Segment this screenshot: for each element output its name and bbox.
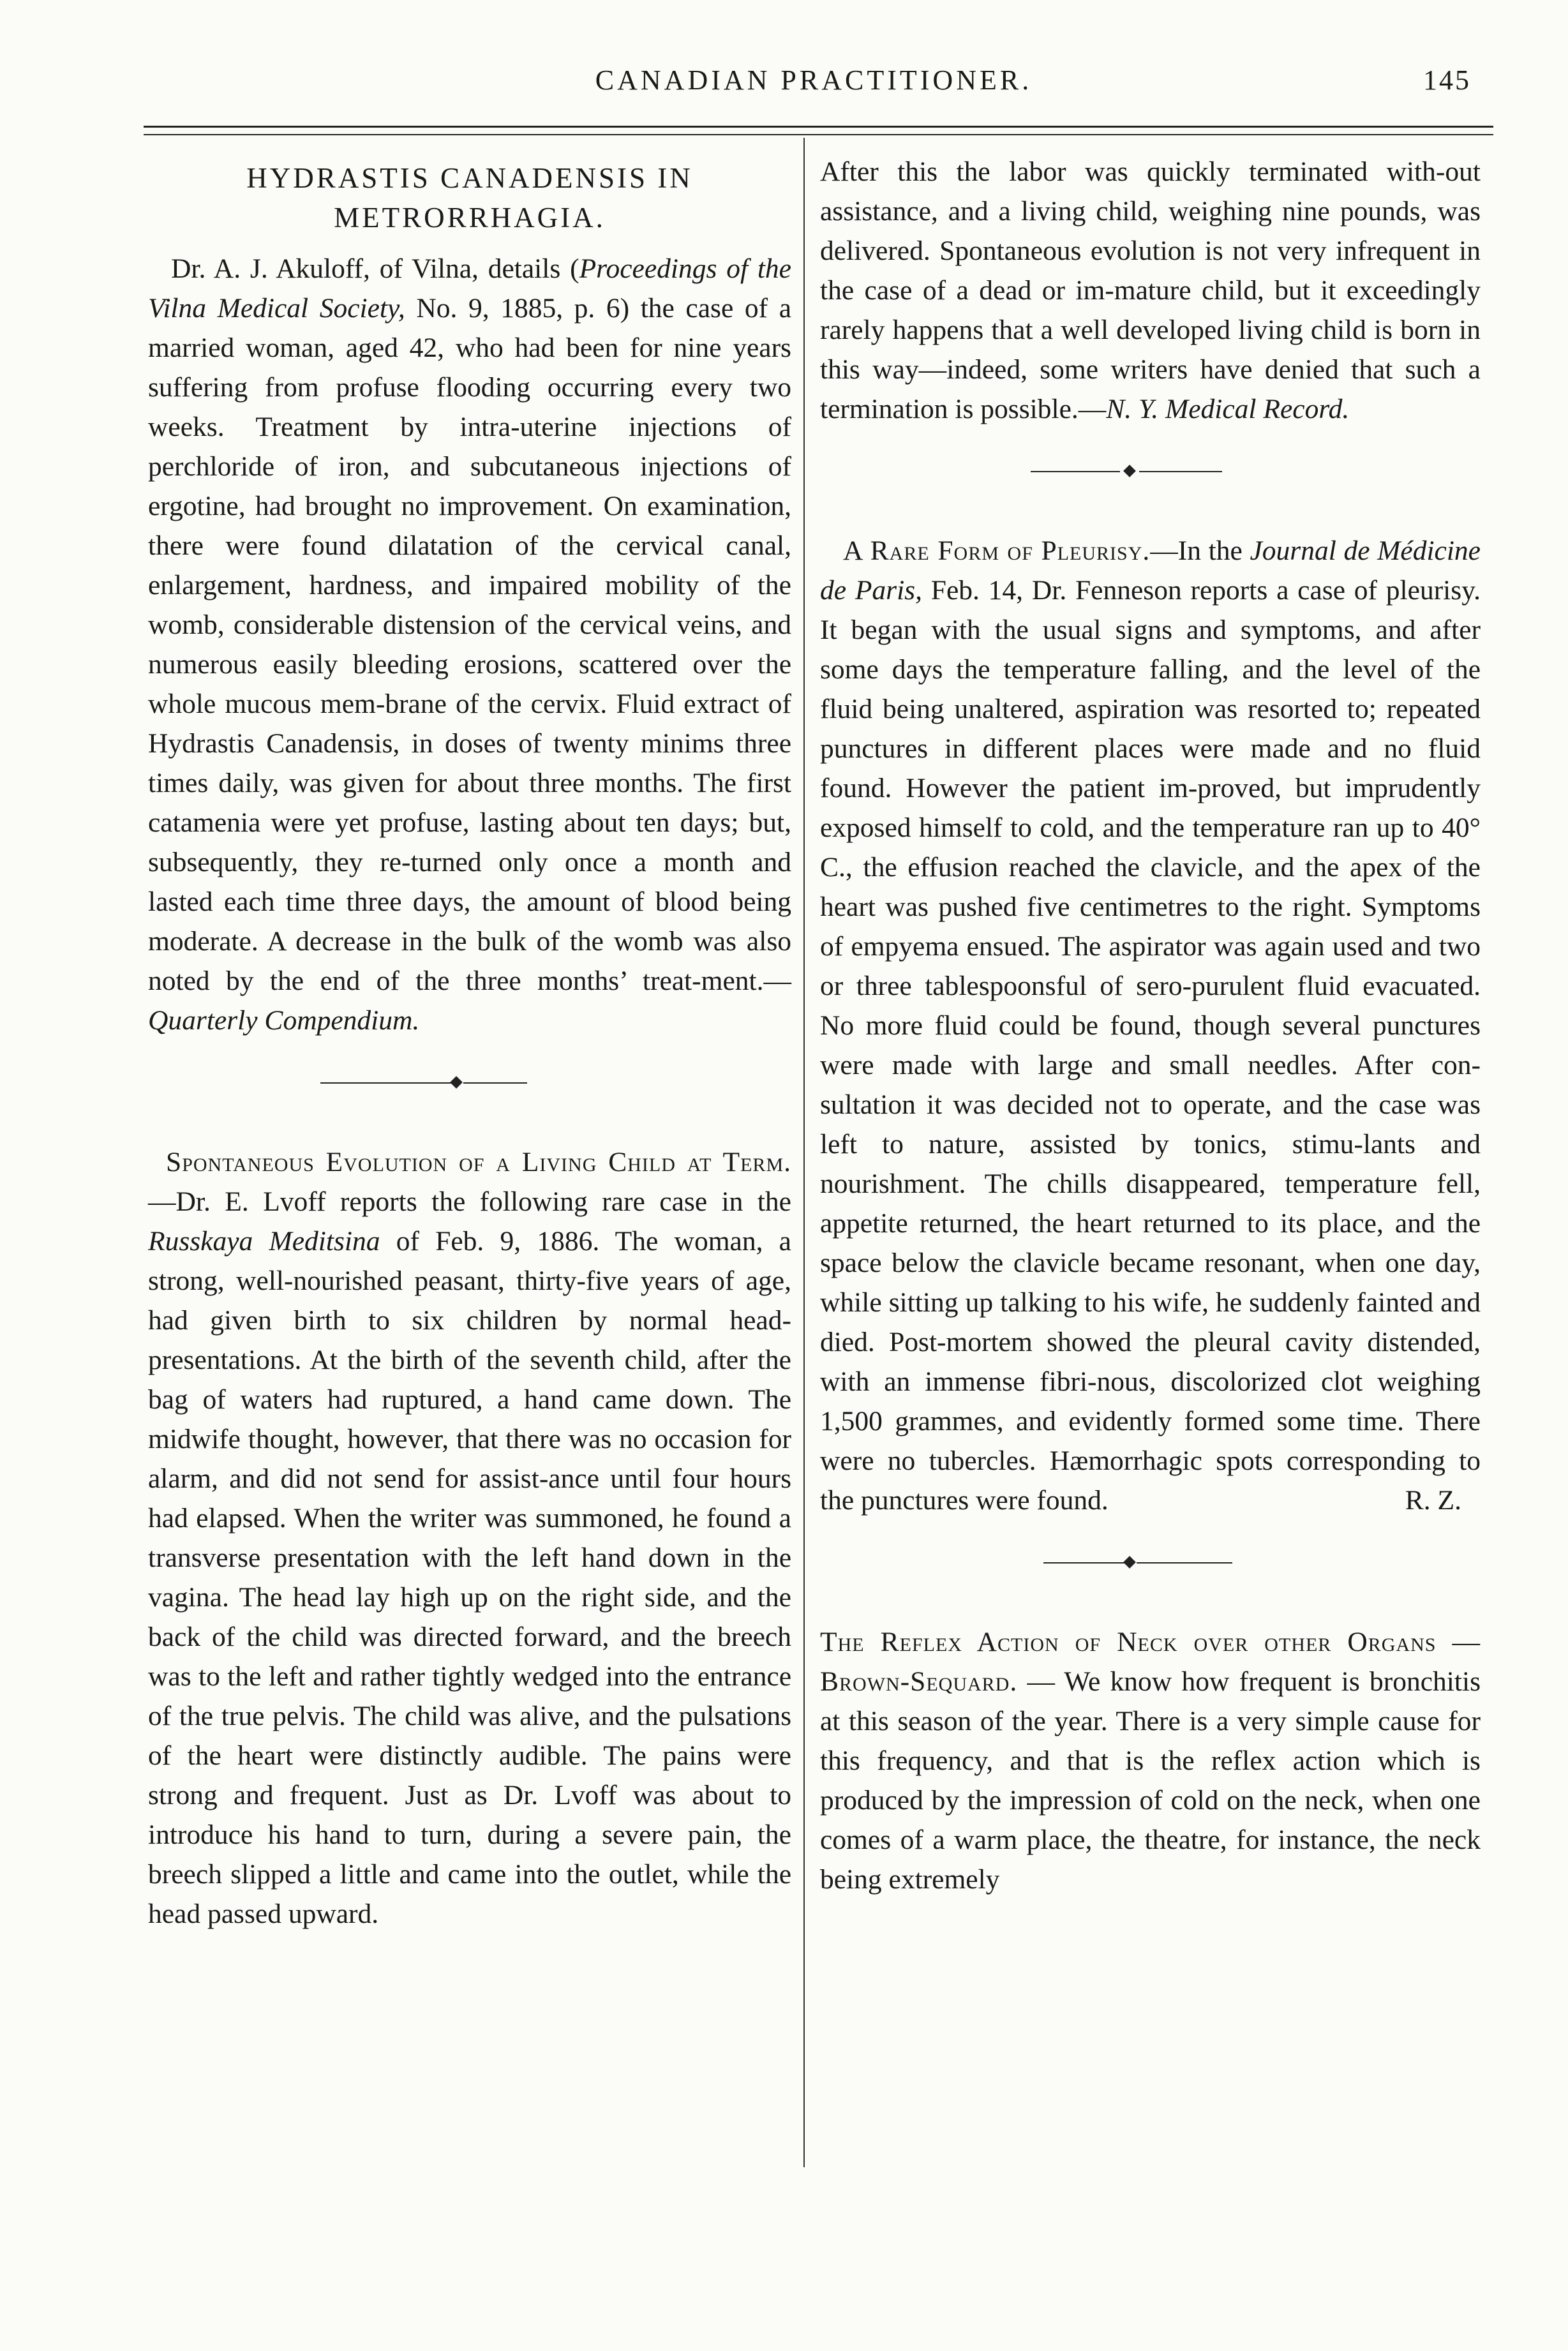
- article-body-spontaneous-evolution: [148, 1142, 791, 1934]
- journal-citation: Proceedings of the Vilna Medical Society,: [148, 253, 791, 324]
- body-text: Dr. A. J. Akuloff, of Vilna, details (: [171, 253, 579, 284]
- right-column: [820, 152, 1481, 1899]
- header-rule: [144, 126, 1493, 128]
- body-text: After this the labor was quickly terminated with-out assistance, and a living child, weighing nine pounds, was delivered. Spontaneous evolution is not very infrequent in the case of a dead or im-mature child, but it exceedingly rarely happens that a well developed living child is born in this way—indeed, some writers have denied that such a termination is possible.—: [820, 156, 1481, 424]
- article-body-hydrastis: [148, 249, 791, 1040]
- article-body-pleurisy: [820, 531, 1481, 1520]
- article-heading-hydrastis: HYDRASTIS CANADENSIS IN METRORRHAGIA.: [246, 162, 693, 234]
- article-continuation: [820, 152, 1481, 429]
- body-text: No. 9, 1885, p. 6) the case of a married woman, aged 42, who had been for nine years suffering from profuse flooding occurring every two weeks. Treatment by intra-uterine injections of perchloride of iron, and subcutaneous injections of ergotine, had brought no improvement. On examination, there were found dilatation of the cervical canal, enlargement, hardness, and impaired mobility of the womb, considerable distension of the cervical veins, and numerous easily bleeding erosions, scattered over the whole mucous mem-brane of the cervix. Fluid extract of Hydrastis Canadensis, in doses of twenty minims three times daily, was given for about three months. The first catamenia were yet profuse, lasting about ten days; but, subsequently, they re-turned only once a month and lasted each time three days, the amount of blood being moderate. A decrease in the bulk of the womb was also noted by the end of the three months’ treat-ment.—: [148, 293, 791, 996]
- column-divider: [803, 138, 805, 2167]
- running-head: [144, 64, 1484, 102]
- body-text: —Dr. E. Lvoff reports the following rare case in the: [148, 1186, 791, 1217]
- author-initials: R. Z.: [1405, 1485, 1461, 1516]
- body-text: — We know how frequent is bronchitis at this season of the year. There is a very simple cause for this frequency, and that is the reflex action which is produced by the impression of cold on the neck, when one comes of a warm place, the theatre, for instance, the neck being extremely: [820, 1666, 1481, 1895]
- left-column: [148, 152, 791, 1934]
- journal-citation: Russkaya Meditsina: [148, 1226, 380, 1257]
- article-body-reflex-action: [820, 1622, 1481, 1899]
- section-ornament: [820, 1544, 1481, 1581]
- header-rule-second: [144, 134, 1493, 135]
- body-text: —In the: [1150, 535, 1250, 566]
- page-number: 145: [1423, 64, 1471, 96]
- section-ornament: [148, 1064, 791, 1101]
- journal-citation: Journal de Médicine de Paris,: [820, 535, 1481, 606]
- running-title: CANADIAN PRACTITIONER.: [595, 64, 1033, 96]
- article-heading-spontaneous-evolution: Spontaneous Evolution of a Living Child at Term.: [166, 1147, 791, 1177]
- section-ornament: [820, 453, 1481, 490]
- body-text: of Feb. 9, 1886. The woman, a strong, well-nourished peasant, thirty-five years of age, had given birth to six children by normal head-presentations. At the birth of the seventh child, after the bag of waters had ruptured, a hand came down. The midwife thought, however, that there was no occasion for alarm, and did not send for assist-ance until four hours had elapsed. When the writer was summoned, he found a transverse presentation with the left hand down in the vagina. The head lay high up on the right side, and the back of the child was directed forward, and the breech was to the left and rather tightly wedged into the entrance of the true pelvis. The child was alive, and the pulsations of the heart were distinctly audible. The pains were strong and frequent. Just as Dr. Lvoff was about to introduce his hand to turn, during a severe pain, the breech slipped a little and came into the outlet, while the head passed upward.: [148, 1226, 791, 1929]
- article-heading-pleurisy: A Rare Form of Pleurisy.: [843, 535, 1151, 566]
- source-citation: N. Y. Medical Record.: [1106, 394, 1350, 424]
- article-heading-reflex-action: The Reflex Action of Neck over other Organs — Brown-Sequard.: [820, 1627, 1481, 1697]
- body-text: Feb. 14, Dr. Fenneson reports a case of pleurisy. It began with the usual signs and symptoms, and after some days the temperature falling, and the level of the fluid being unaltered, aspiration was resorted to; repeated punctures in different places were made and no fluid found. However the patient im-proved, but imprudently exposed himself to cold, and the temperature ran up to 40° C., the effusion reached the clavicle, and the apex of the heart was pushed five centimetres to the right. Symptoms of empyema ensued. The aspirator was again used and two or three tablespoonsful of sero-purulent fluid evacuated. No more fluid could be found, though several punctures were made with large and small needles. After con-sultation it was decided not to operate, and the case was left to nature, assisted by tonics, stimu-lants and nourishment. The chills disappeared, temperature fell, appetite returned, the heart returned to its place, and the space below the clavicle became resonant, when one day, while sitting up talking to his wife, he suddenly fainted and died. Post-mortem showed the pleural cavity distended, with an immense fibri-nous, discolorized clot weighing 1,500 grammes, and evidently formed some time. There were no tubercles. Hæmorrhagic spots corresponding to the punctures were found.: [820, 575, 1481, 1516]
- source-citation: Quarterly Compendium.: [148, 1005, 420, 1036]
